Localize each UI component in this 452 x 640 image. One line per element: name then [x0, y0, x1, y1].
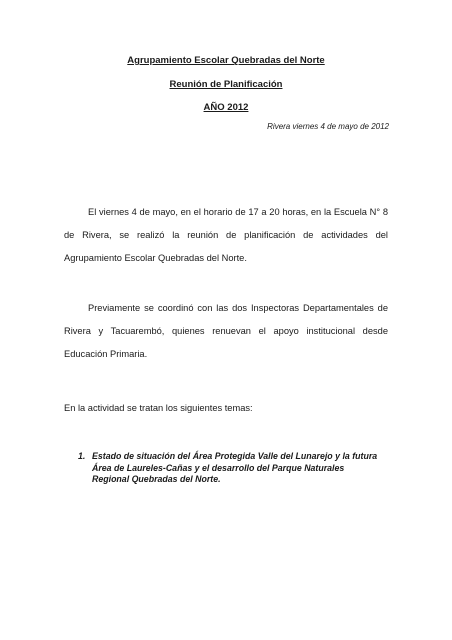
list-item-number: 1. [78, 451, 86, 461]
paragraph-topics-intro: En la actividad se tratan los siguientes temas: [64, 403, 253, 413]
paragraph-meeting-details: El viernes 4 de mayo, en el horario de 17 a 20 horas, en la Escuela N° 8 de Rivera, se realizó la reunión de planificación de actividades del Agrupamiento Escolar Quebradas del Norte. [64, 207, 388, 263]
title-organization: Agrupamiento Escolar Quebradas del Norte [127, 55, 325, 66]
topics-list [78, 451, 378, 486]
dateline: Rivera viernes 4 de mayo de 2012 [267, 122, 389, 131]
title-meeting: Reunión de Planificación [169, 79, 283, 90]
list-item [78, 451, 378, 486]
paragraph-coordination: Previamente se coordinó con las dos Inspectoras Departamentales de Rivera y Tacuarembó, quienes renuevan el apoyo institucional desde Educación Primaria. [64, 303, 388, 359]
list-item-text: Estado de situación del Área Protegida Valle del Lunarejo y la futura Área de Laureles-Cañas y el desarrollo del Parque Naturales Regional Quebradas del Norte. [92, 451, 378, 484]
title-year: AÑO 2012 [203, 102, 249, 113]
